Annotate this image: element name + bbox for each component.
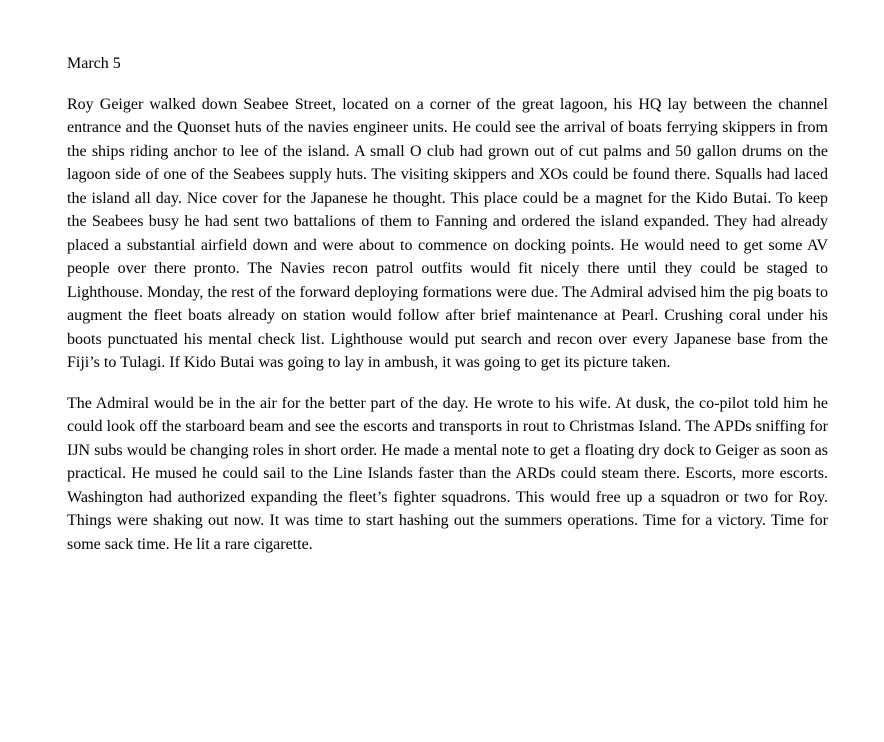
paragraph-1: Roy Geiger walked down Seabee Street, located on a corner of the great lagoon, his HQ lay between the channel entrance and the Quonset huts of the navies engineer units. He could see the arrival of boats ferrying skippers in from the ships riding anchor to lee of the island. A small O club had grown out of cut palms and 50 gallon drums on the lagoon side of one of the Seabees supply huts. The visiting skippers and XOs could be found there. Squalls had laced the island all day. Nice cover for the Japanese he thought. This place could be a magnet for the Kido Butai. To keep the Seabees busy he had sent two battalions of them to Fanning and ordered the island expanded. They had already placed a substantial airfield down and were about to commence on docking points. He would need to get some AV people over there pronto. The Navies recon patrol outfits would fit nicely there until they could be staged to Lighthouse. Monday, the rest of the forward deploying formations were due. The Admiral advised him the pig boats to augment the fleet boats already on station would follow after brief maintenance at Pearl. Crushing coral under his boots punctuated his mental check list. Lighthouse would put search and recon over every Japanese base from the Fiji’s to Tulagi. If Kido Butai was going to lay in ambush, it was going to get its picture taken. <box>67 95 828 371</box>
date-heading: March 5 <box>67 55 121 72</box>
paragraph-2: The Admiral would be in the air for the better part of the day. He wrote to his wife. At dusk, the co-pilot told him he could look off the starboard beam and see the escorts and transports in rout to Christmas Island. The APDs sniffing for IJN subs would be changing roles in short order. He made a mental note to get a floating dry dock to Geiger as soon as practical. He mused he could sail to the Line Islands faster than the ARDs could steam there. Escorts, more escorts. Washington had authorized expanding the fleet’s fighter squadrons. This would free up a squadron or two for Roy. Things were shaking out now. It was time to start hashing out the summers operations. Time for a victory. Time for some sack time. He lit a rare cigarette. <box>67 394 828 553</box>
